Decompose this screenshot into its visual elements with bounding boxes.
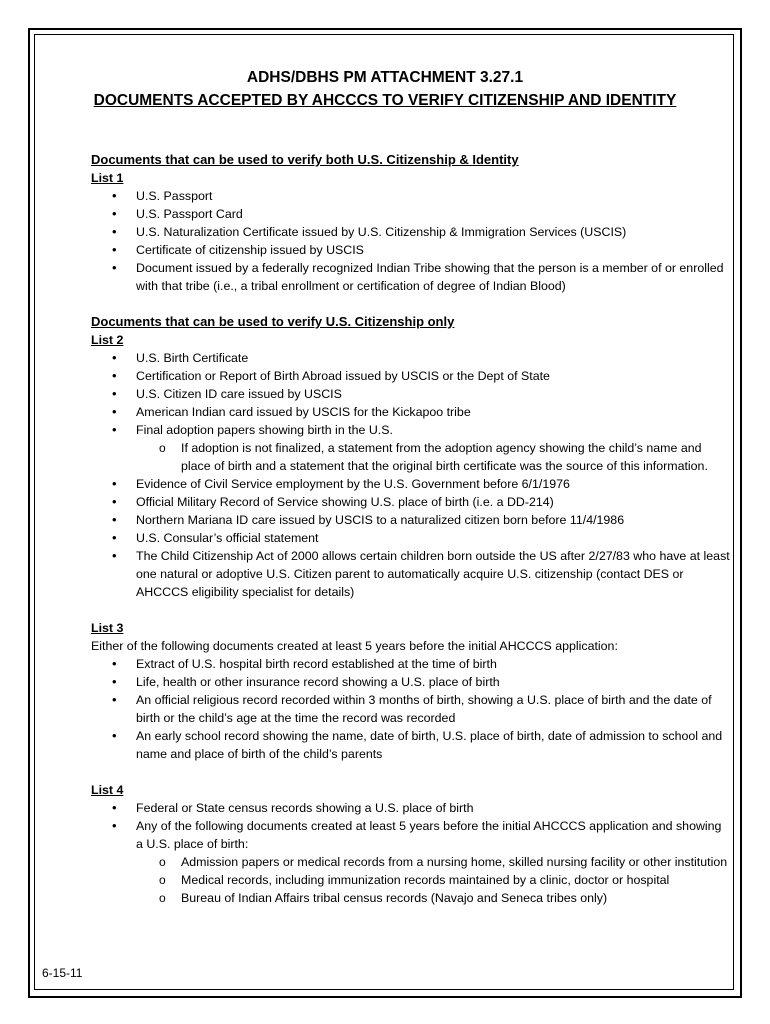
title-line-1: ADHS/DBHS PM ATTACHMENT 3.27.1: [246, 69, 524, 86]
list-item: • U.S. Citizen ID care issued by USCIS: [91, 385, 731, 403]
list-item: • Certificate of citizenship issued by USCIS: [91, 241, 731, 259]
sub-list-item: o Admission papers or medical records from a nursing home, skilled nursing facility or other institution: [136, 853, 731, 871]
list-item: • Life, health or other insurance record showing a U.S. place of birth: [91, 673, 731, 691]
list-1-label: List 1: [91, 171, 124, 185]
list-item: • U.S. Birth Certificate: [91, 349, 731, 367]
list-3-label: List 3: [91, 621, 124, 635]
list-item: • Certification or Report of Birth Abroad issued by USCIS or the Dept of State: [91, 367, 731, 385]
list-item: • Official Military Record of Service showing U.S. place of birth (i.e. a DD-214): [91, 493, 731, 511]
list-item: • U.S. Naturalization Certificate issued by U.S. Citizenship & Immigration Services (USCIS): [91, 223, 731, 241]
list-item: • U.S. Consular’s official statement: [91, 529, 731, 547]
list-item: • American Indian card issued by USCIS for the Kickapoo tribe: [91, 403, 731, 421]
list-4-sub-list: [136, 853, 731, 907]
list-item-text: Final adoption papers showing birth in the U.S.: [136, 423, 393, 437]
list-4-items: [91, 799, 731, 907]
document-title: [36, 66, 734, 112]
list-item: • Federal or State census records showing a U.S. place of birth: [91, 799, 731, 817]
list-2-items: [91, 349, 731, 601]
title-line-2: DOCUMENTS ACCEPTED BY AHCCCS TO VERIFY CITIZENSHIP AND IDENTITY: [93, 92, 677, 109]
list-item: • Document issued by a federally recognized Indian Tribe showing that the person is a member of or enrolled with that tribe (i.e., a tribal enrollment or certification of degree of Indian Blood): [91, 259, 731, 295]
list-item: • An early school record showing the name, date of birth, U.S. place of birth, date of admission to school and name and place of birth of the child’s parents: [91, 727, 731, 763]
sub-list-item: o Medical records, including immunization records maintained by a clinic, doctor or hospital: [136, 871, 731, 889]
sub-list-item: o If adoption is not finalized, a statement from the adoption agency showing the child’s name and place of birth and a statement that the original birth certificate was the source of this information.: [136, 439, 731, 475]
list-4-label: List 4: [91, 783, 124, 797]
list-2-label: List 2: [91, 333, 124, 347]
list-item: • An official religious record recorded within 3 months of birth, showing a U.S. place of birth and the date of birth or the child’s age at the time the record was recorded: [91, 691, 731, 727]
list-item: • Northern Mariana ID care issued by USCIS to a naturalized citizen born before 11/4/1986: [91, 511, 731, 529]
list-item: [91, 817, 731, 907]
list-item: • U.S. Passport: [91, 187, 731, 205]
list-item: • The Child Citizenship Act of 2000 allows certain children born outside the US after 2/27/83 who have at least one natural or adoptive U.S. Citizen parent to automatically acquire U.S. citizenship (contact DES or AHCCCS eligibility specialist for details): [91, 547, 731, 601]
list-3-intro: Either of the following documents created at least 5 years before the initial AHCCCS application:: [91, 639, 618, 653]
list-item: • Extract of U.S. hospital birth record established at the time of birth: [91, 655, 731, 673]
sub-list-item: o Bureau of Indian Affairs tribal census records (Navajo and Seneca tribes only): [136, 889, 731, 907]
section-heading-citizenship-only: Documents that can be used to verify U.S. Citizenship only: [91, 314, 455, 329]
document-body: [91, 151, 731, 907]
list-item: • Evidence of Civil Service employment by the U.S. Government before 6/1/1976: [91, 475, 731, 493]
adoption-sub-list: [136, 439, 731, 475]
footer-date: 6-15-11: [42, 966, 83, 980]
list-item-text: Any of the following documents created at least 5 years before the initial AHCCCS application and showing a U.S. place of birth:: [136, 819, 722, 851]
list-item: • U.S. Passport Card: [91, 205, 731, 223]
list-item: [91, 421, 731, 475]
list-3-items: [91, 655, 731, 763]
section-heading-citizenship-identity: Documents that can be used to verify both U.S. Citizenship & Identity: [91, 152, 519, 167]
list-1-items: [91, 187, 731, 295]
